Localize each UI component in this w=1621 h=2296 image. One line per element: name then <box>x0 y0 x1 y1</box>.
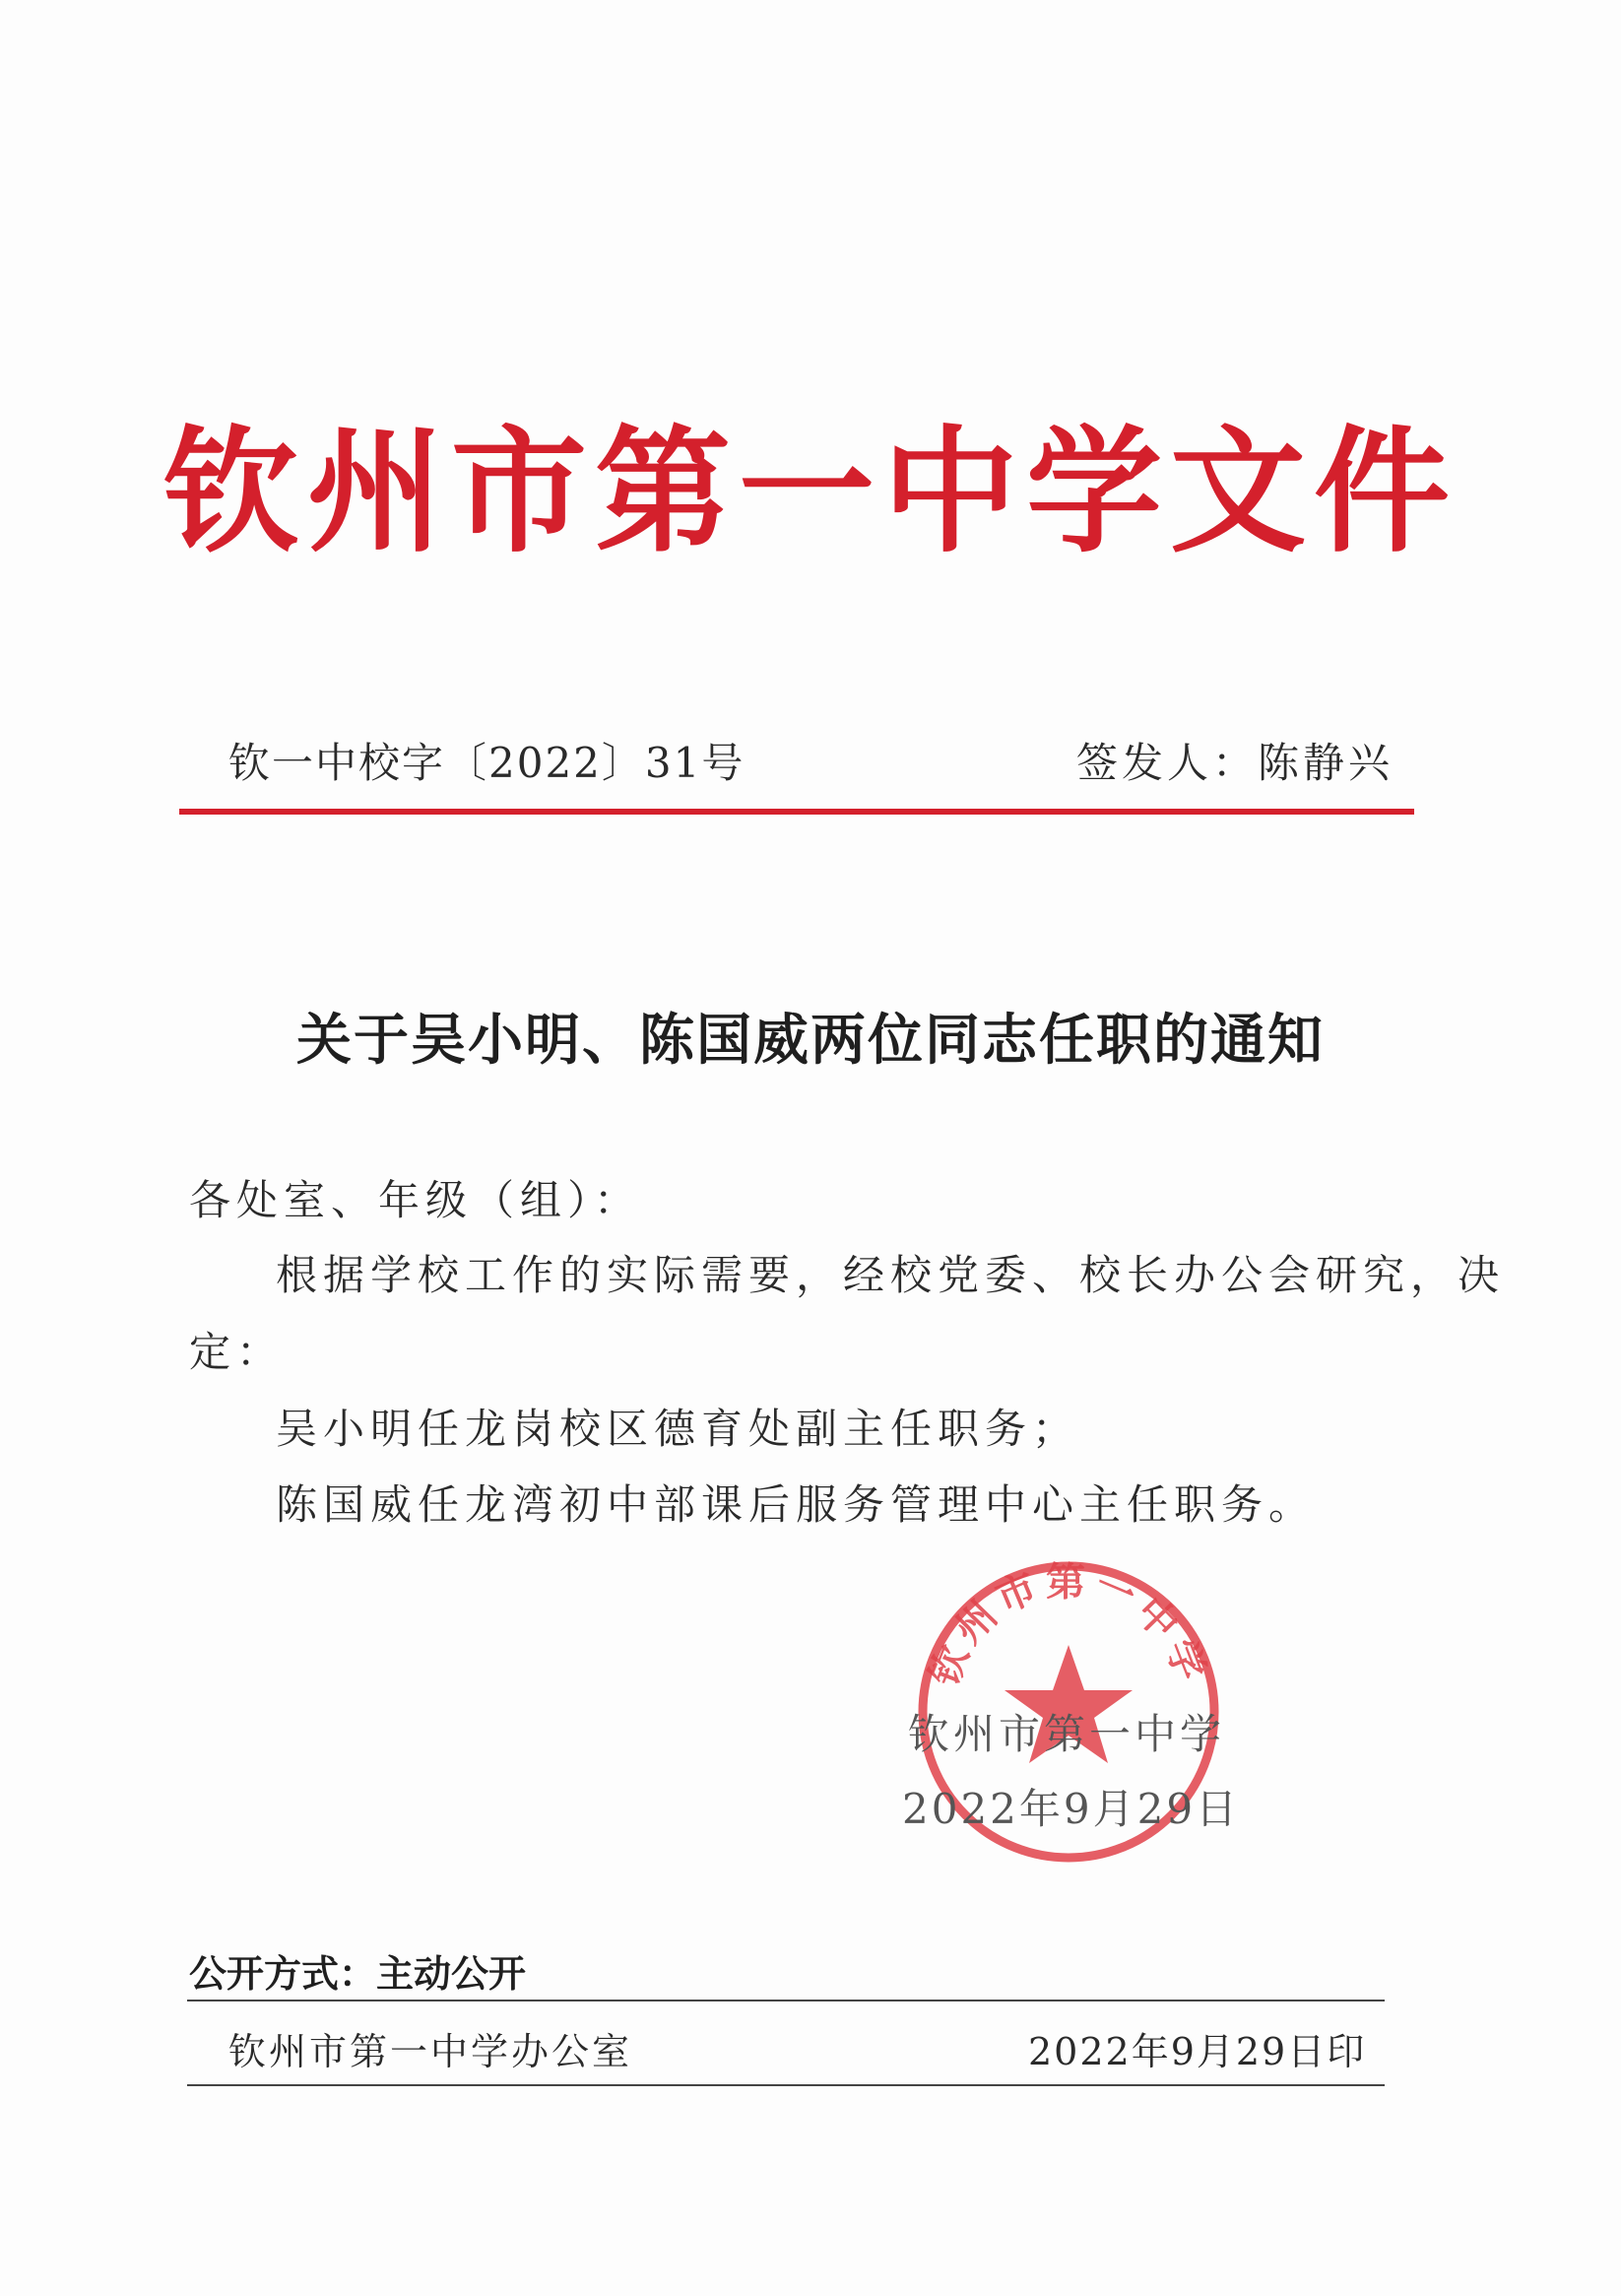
document-number: 钦一中校字〔2022〕31号 <box>228 739 746 787</box>
appointment-item: 陈国威任龙湾初中部课后服务管理中心主任职务。 <box>276 1480 1317 1529</box>
appointment-item: 吴小明任龙岗校区德育处副主任职务； <box>276 1405 1080 1453</box>
document-masthead: 钦州市第一中学文件 <box>162 411 1458 571</box>
seal-text: 钦州市第一中学 <box>920 1558 1217 1692</box>
disclosure-label: 公开方式： <box>189 1951 377 1996</box>
signature-date: 2022年9月29日 <box>902 1785 1241 1833</box>
footer-rule-bottom <box>187 2084 1385 2086</box>
paragraph-line-1: 根据学校工作的实际需要，经校党委、校长办公会研究，决 <box>276 1251 1506 1299</box>
footer-rule-top <box>187 2000 1385 2001</box>
signature-organization: 钦州市第一中学 <box>908 1710 1226 1758</box>
notice-title: 关于吴小明、陈国威两位同志任职的通知 <box>296 1008 1325 1073</box>
disclosure-value: 主动公开 <box>376 1951 527 1996</box>
print-date: 2022年9月29日印 <box>1028 2030 1367 2073</box>
printing-office: 钦州市第一中学办公室 <box>228 2030 633 2073</box>
paragraph-line-2: 定： <box>189 1328 285 1376</box>
addressee: 各处室、年级（组）： <box>189 1176 642 1224</box>
issuer-label: 签发人：陈静兴 <box>1076 739 1394 787</box>
red-divider <box>179 809 1414 815</box>
